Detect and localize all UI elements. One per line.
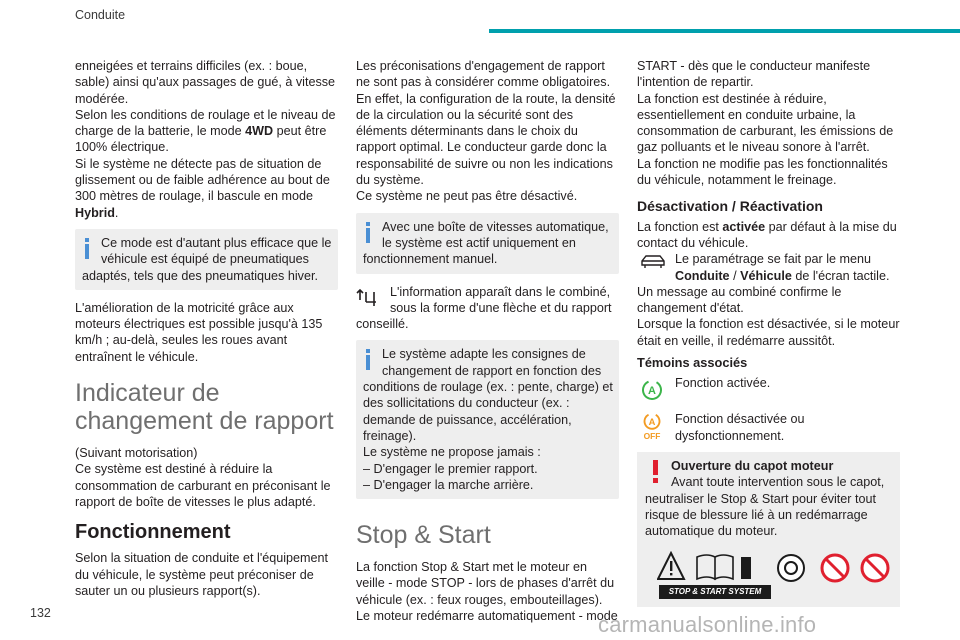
stop-start-off-icon bbox=[637, 411, 667, 441]
paragraph: Si le système ne détecte pas de situation de glissement ou de faible adhérence au bout de 300 mètres de roulage, il bascule en mode Hybrid. bbox=[75, 156, 330, 220]
column-1 bbox=[75, 58, 338, 599]
subsection-title: Désactivation / Réactivation bbox=[637, 198, 823, 215]
info-icon bbox=[363, 348, 374, 370]
paragraph: Selon la situation de conduite et l'équipement du véhicule, le système peut préconiser de sauter un ou plusieurs rapport(s). bbox=[75, 551, 329, 598]
paragraph: Ce système ne peut pas être désactivé. bbox=[356, 189, 578, 204]
car-icon bbox=[639, 253, 667, 271]
paragraph: enneigées et terrains difficiles (ex. : boue, sable) ainsi qu'aux passages de gué, à vitesse modérée. bbox=[75, 59, 336, 106]
paragraph: Les préconisations d'engagement de rapport ne sont pas à considérer comme obligatoires. En effet, la configuration de la route, la densité de la circulation ou la sécurité sont des éléments déterminants dans le choix du rapport optimal. Le conducteur garde donc la responsabilité de suivre ou non les indications du système. bbox=[356, 59, 616, 188]
svg-text:A: A bbox=[648, 385, 656, 398]
section-title: Stop & Start bbox=[356, 521, 491, 550]
running-header: Conduite bbox=[75, 8, 126, 22]
paragraph: La fonction Stop & Start met le moteur en veille - mode STOP - lors de phases d'arrêt du véhicule (ex. : feux rouges, embouteillages). bbox=[356, 560, 615, 607]
column-2 bbox=[356, 58, 619, 624]
warning-exclamation-icon bbox=[649, 460, 663, 486]
paragraph: Selon les conditions de roulage et le niveau de charge de la batterie, le mode 4WD peut être 100% électrique. bbox=[75, 107, 336, 155]
paragraph: Lorsque la fonction est désactivée, si le moteur était en veille, il redémarre aussitôt. bbox=[637, 317, 900, 348]
paragraph: La fonction est destinée à réduire, essentiellement en conduite urbaine, la consommation de carburant, les émissions de gaz polluants et le niveau sonore à l'arrêt. bbox=[637, 91, 894, 155]
svg-text:OFF: OFF bbox=[643, 431, 661, 442]
header-accent-bar bbox=[489, 29, 960, 33]
watermark: carmanualsonline.info bbox=[598, 612, 817, 637]
info-note: Ce mode est d'autant plus efficace que le véhicule est équipé de pneumatiques adaptés, tels que des pneumatiques hiver. bbox=[75, 229, 338, 290]
paragraph: La fonction est activée par défaut à la mise du contact du véhicule. bbox=[637, 219, 897, 250]
column-3 bbox=[637, 58, 900, 607]
stop-start-active-icon bbox=[637, 375, 667, 405]
paragraph: (Suivant motorisation) bbox=[75, 446, 198, 461]
info-icon bbox=[363, 221, 374, 243]
paragraph: START - dès que le conducteur manifeste l'intention de repartir. bbox=[637, 59, 871, 90]
section-title: Indicateur de changement de rapport bbox=[75, 379, 334, 436]
paragraph: Ce système est destiné à réduire la consommation de carburant en préconisant le rapport de boîte de vitesses le plus adapté. bbox=[75, 462, 331, 509]
gear-note: L'information apparaît dans le combiné, sous la forme d'une flèche et du rapport conseillé. bbox=[356, 284, 612, 332]
subsection-title: Fonctionnement bbox=[75, 521, 231, 544]
svg-text:A: A bbox=[648, 417, 656, 428]
indicator-off: A OFF Fonction désactivée ou dysfonctionnement. bbox=[637, 411, 900, 444]
paragraph: Un message au combiné confirme le changement d'état. bbox=[637, 284, 842, 316]
warning-pictograms-icon bbox=[657, 551, 893, 585]
warning-note: Ouverture du capot moteur Avant toute intervention sous le capot, neutraliser le Stop & Start pour éviter tout risque de blessure lié à un redémarrage automatique du moteur. STOP & START SYSTEM bbox=[637, 452, 900, 607]
paragraph: La fonction ne modifie pas les fonctionnalités du véhicule, notamment le freinage. bbox=[637, 156, 888, 188]
paragraph: L'amélioration de la motricité grâce aux moteurs électriques est possible jusqu'à 135 km/h ; au-delà, seules les roues avant entraînent le véhicule. bbox=[75, 300, 323, 364]
gear-shift-indicator-icon bbox=[356, 286, 384, 308]
settings-note: Le paramétrage se fait par le menu Conduite / Véhicule de l'écran tactile. bbox=[637, 251, 900, 284]
stop-start-warning-label bbox=[657, 551, 893, 601]
page-number: 132 bbox=[30, 606, 51, 620]
info-note: Le système adapte les consignes de changement de rapport en fonction des conditions de roulage (ex. : pente, charge) et des sollicitations du conducteur (ex. : demande de puissance, accélération, freinage). Le système ne propose jamais : – D'engager le premier rapport. – D'engager la marche arrière. bbox=[356, 340, 619, 499]
info-note: Avec une boîte de vitesses automatique, le système est actif uniquement en fonctionnement manuel. bbox=[356, 213, 619, 274]
indicator-active: A Fonction activée. bbox=[637, 375, 900, 405]
info-icon bbox=[82, 237, 93, 259]
paragraph: Le moteur redémarre automatiquement - mode bbox=[356, 609, 618, 624]
indicators-title: Témoins associés bbox=[637, 355, 748, 371]
stop-start-system-label: STOP & START SYSTEM bbox=[659, 585, 771, 599]
